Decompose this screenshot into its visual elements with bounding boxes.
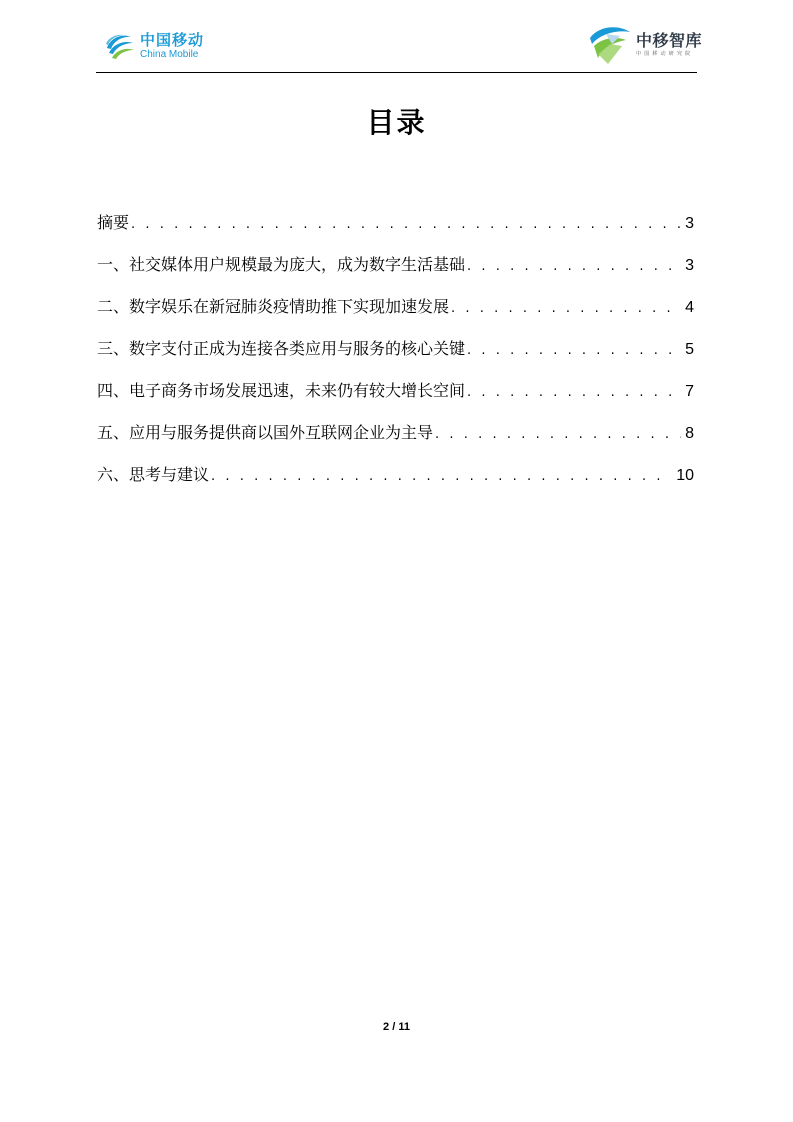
cmri-name-cn: 中移智库 — [636, 31, 703, 50]
toc-leader-dots — [467, 259, 681, 274]
china-mobile-name-cn: 中国移动 — [140, 30, 205, 49]
toc-entry-page: 10 — [676, 467, 694, 484]
page-title: 目录 — [366, 106, 427, 139]
toc-entry-page: 3 — [685, 215, 694, 232]
toc-leader-dots — [131, 217, 681, 232]
toc-entry-label: 五、应用与服务提供商以国外互联网企业为主导 — [97, 423, 434, 442]
toc-entry-label: 二、数字娱乐在新冠肺炎疫情助推下实现加速发展 — [97, 297, 450, 316]
china-mobile-logo — [104, 30, 204, 62]
toc-entry[interactable] — [97, 336, 694, 378]
toc-leader-dots — [467, 343, 681, 358]
toc-entry[interactable] — [97, 294, 694, 336]
toc-entry-label: 一、社交媒体用户规模最为庞大，成为数字生活基础 — [97, 255, 466, 274]
toc-entry-page: 8 — [685, 425, 694, 442]
china-mobile-name-en: China Mobile — [140, 48, 199, 60]
toc-entry[interactable] — [97, 210, 694, 252]
toc-entry[interactable] — [97, 462, 694, 504]
china-mobile-logo-icon — [104, 30, 136, 62]
toc-entry-label: 六、思考与建议 — [97, 465, 210, 484]
toc-entry-label: 四、电子商务市场发展迅速，未来仍有较大增长空间 — [97, 381, 466, 400]
page-number: 2 / 11 — [383, 1021, 410, 1033]
toc-entry-label: 三、数字支付正成为连接各类应用与服务的核心关键 — [97, 339, 466, 358]
header-divider — [96, 72, 697, 73]
cmri-logo — [586, 24, 702, 66]
toc-entry-page: 3 — [685, 257, 694, 274]
toc-entry-label: 摘要 — [97, 213, 130, 232]
page-header — [0, 0, 793, 75]
cmri-subtitle: 中国移动研究院 — [636, 51, 694, 57]
toc-entry[interactable] — [97, 252, 694, 294]
toc-entry-page: 7 — [685, 383, 694, 400]
toc-entry[interactable] — [97, 378, 694, 420]
toc-entry-page: 4 — [685, 299, 694, 316]
toc-entry[interactable] — [97, 420, 694, 462]
toc-entry-page: 5 — [685, 341, 694, 358]
toc-leader-dots — [467, 385, 681, 400]
table-of-contents — [97, 210, 694, 504]
toc-leader-dots — [451, 301, 681, 316]
toc-leader-dots — [211, 469, 672, 484]
toc-leader-dots — [435, 427, 681, 442]
cmri-logo-icon — [586, 24, 634, 66]
